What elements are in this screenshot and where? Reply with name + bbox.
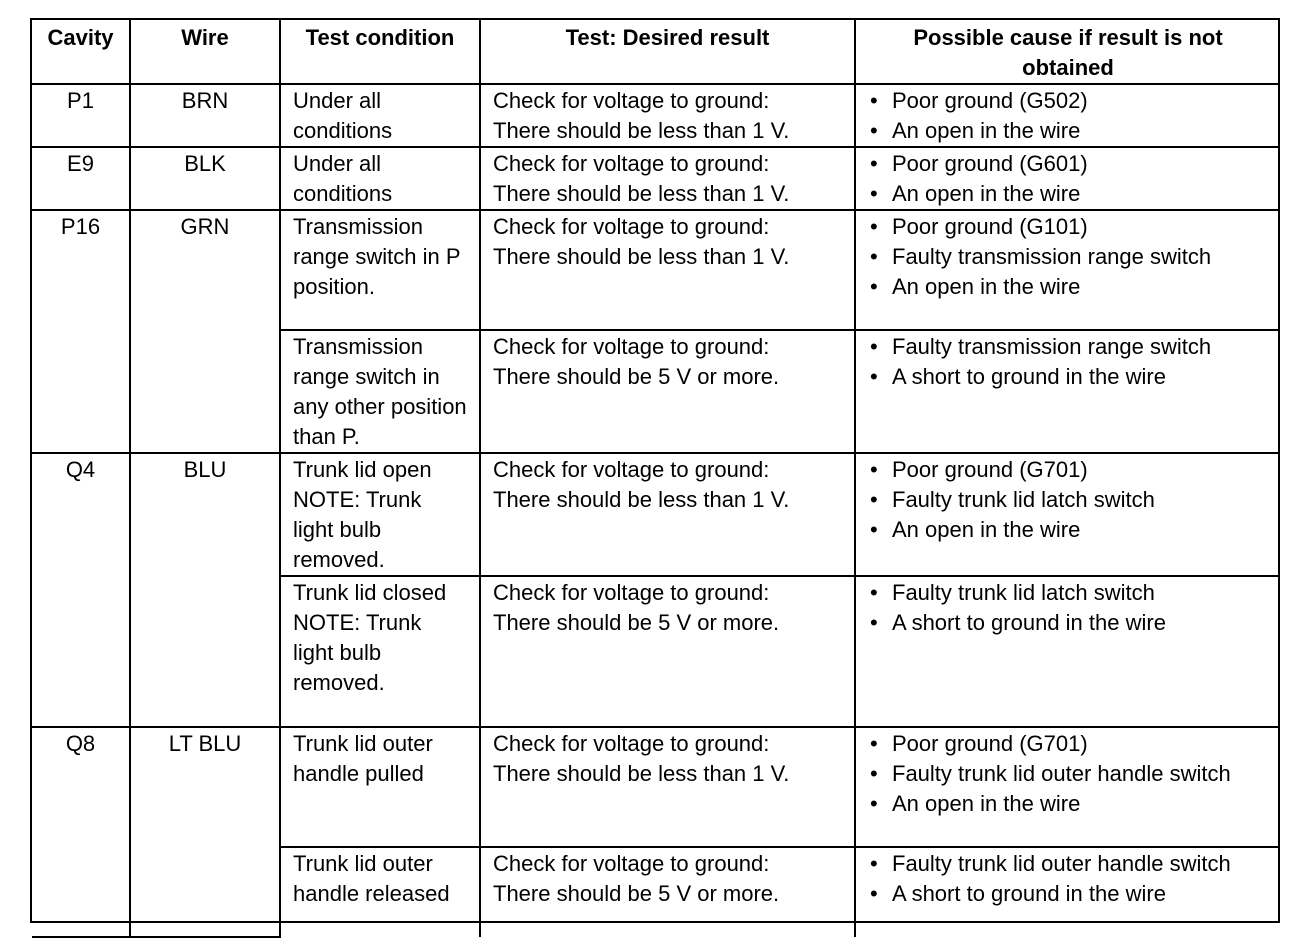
possible-cause-cell: [855, 84, 1280, 147]
table-row: [32, 727, 1280, 847]
header-row: [32, 20, 1280, 84]
cause-item: • Poor ground (G101): [866, 212, 1272, 242]
cause-item: • A short to ground in the wire: [866, 879, 1272, 909]
cavity-cell: P16: [32, 210, 130, 453]
cause-item: • Faulty trunk lid latch switch: [866, 485, 1272, 515]
table-row: [32, 210, 1280, 330]
cause-item: • An open in the wire: [866, 515, 1272, 545]
cavity-cell: E9: [32, 147, 130, 210]
cause-item: • An open in the wire: [866, 116, 1272, 146]
cause-item: • Poor ground (G701): [866, 729, 1272, 759]
possible-cause-cell: [855, 453, 1280, 576]
cavity-cell: Q4: [32, 453, 130, 727]
cause-item: • Faulty trunk lid outer handle switch: [866, 849, 1272, 879]
cause-item: • A short to ground in the wire: [866, 608, 1272, 638]
possible-cause-cell: [855, 330, 1280, 453]
table-row: [32, 147, 1280, 210]
possible-cause-cell: [855, 210, 1280, 330]
cause-item: • Poor ground (G701): [866, 455, 1272, 485]
cause-item: • An open in the wire: [866, 789, 1272, 819]
desired-result-cell: Check for voltage to ground: There should be less than 1 V.: [480, 210, 855, 330]
cause-item: • Poor ground (G601): [866, 149, 1272, 179]
header-cavity: Cavity: [32, 20, 130, 84]
table-row: [32, 453, 1280, 576]
desired-result-cell: Check for voltage to ground: There should be 5 V or more.: [480, 330, 855, 453]
desired-result-cell: Check for voltage to ground: There should be less than 1 V.: [480, 453, 855, 576]
possible-cause-cell: [855, 847, 1280, 937]
desired-result-cell: Check for voltage to ground: There should be less than 1 V.: [480, 727, 855, 847]
desired-result-cell: Check for voltage to ground: There should be 5 V or more.: [480, 576, 855, 727]
cause-item: • Poor ground (G502): [866, 86, 1272, 116]
desired-result-cell: Check for voltage to ground: There should be 5 V or more.: [480, 847, 855, 937]
cavity-cell: Q8: [32, 727, 130, 937]
test-condition-cell: Under all conditions: [280, 84, 480, 147]
cause-item: • Faulty trunk lid latch switch: [866, 578, 1272, 608]
test-condition-cell: Trunk lid outer handle pulled: [280, 727, 480, 847]
cause-item: • Faulty transmission range switch: [866, 242, 1272, 272]
desired-result-cell: Check for voltage to ground: There should be less than 1 V.: [480, 84, 855, 147]
header-test-condition: Test condition: [280, 20, 480, 84]
test-condition-cell: Trunk lid open NOTE: Trunk light bulb removed.: [280, 453, 480, 576]
wire-cell: BLK: [130, 147, 280, 210]
wire-cell: GRN: [130, 210, 280, 453]
cause-item: • An open in the wire: [866, 179, 1272, 209]
header-wire: Wire: [130, 20, 280, 84]
possible-cause-cell: [855, 147, 1280, 210]
troubleshooting-table-frame: [30, 18, 1280, 923]
header-possible-cause: Possible cause if result is not obtained: [855, 20, 1280, 84]
wire-cell: BRN: [130, 84, 280, 147]
test-condition-cell: Trunk lid outer handle released: [280, 847, 480, 937]
cause-item: • Faulty transmission range switch: [866, 332, 1272, 362]
test-condition-cell: Transmission range switch in any other position than P.: [280, 330, 480, 453]
cause-item: • Faulty trunk lid outer handle switch: [866, 759, 1272, 789]
table-row: [32, 84, 1280, 147]
troubleshooting-table: [32, 20, 1280, 938]
wire-cell: LT BLU: [130, 727, 280, 937]
wire-cell: BLU: [130, 453, 280, 727]
desired-result-cell: Check for voltage to ground: There should be less than 1 V.: [480, 147, 855, 210]
header-desired-result: Test: Desired result: [480, 20, 855, 84]
cavity-cell: P1: [32, 84, 130, 147]
cause-item: • A short to ground in the wire: [866, 362, 1272, 392]
possible-cause-cell: [855, 727, 1280, 847]
cause-item: • An open in the wire: [866, 272, 1272, 302]
test-condition-cell: Under all conditions: [280, 147, 480, 210]
test-condition-cell: Trunk lid closed NOTE: Trunk light bulb removed.: [280, 576, 480, 727]
test-condition-cell: Transmission range switch in P position.: [280, 210, 480, 330]
possible-cause-cell: [855, 576, 1280, 727]
